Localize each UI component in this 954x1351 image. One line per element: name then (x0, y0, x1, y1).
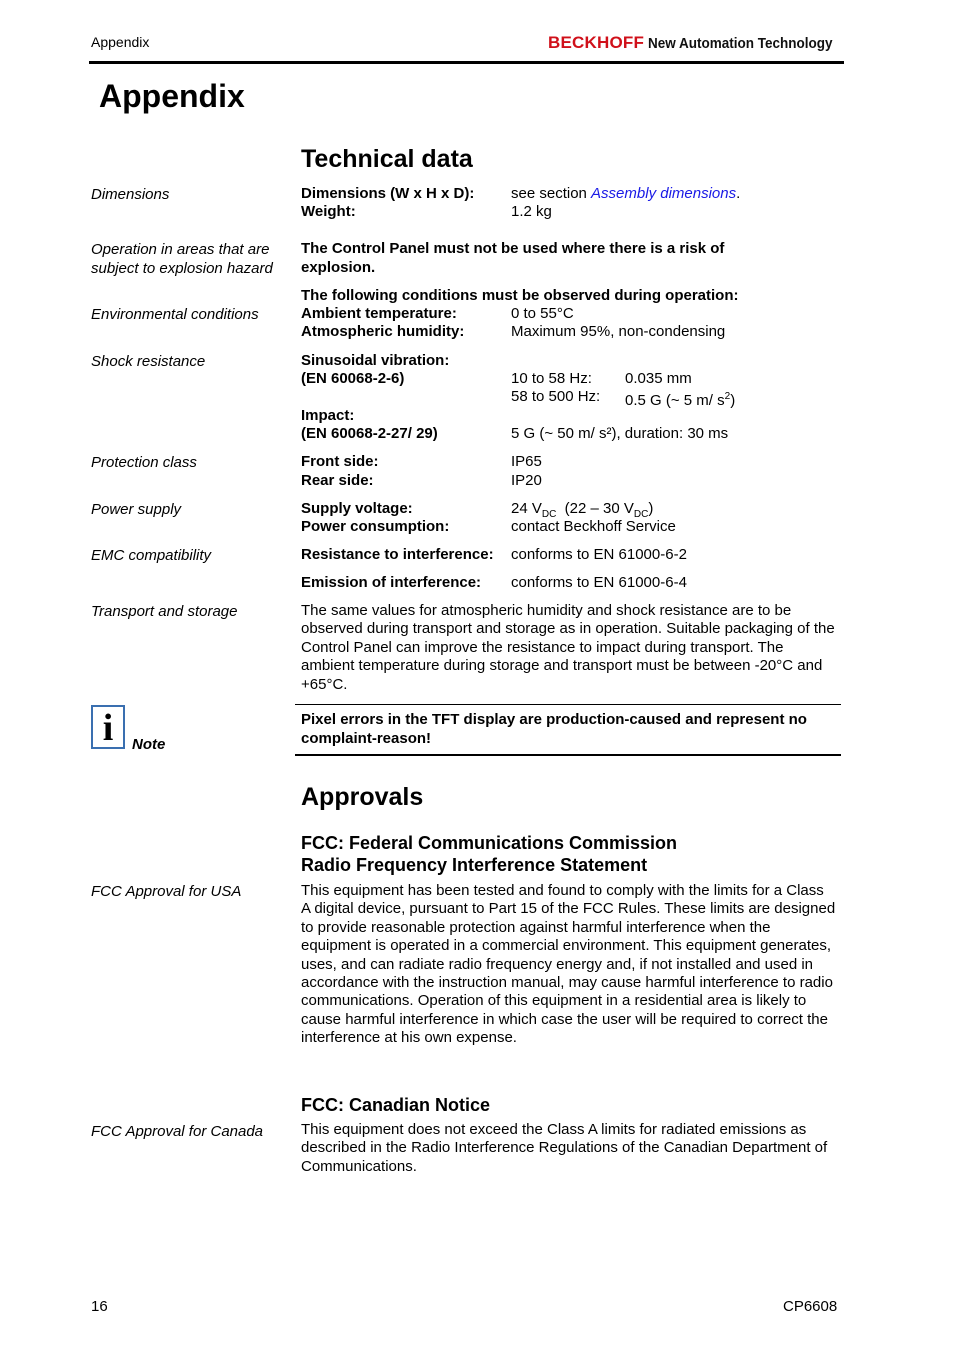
dimensions-label: Dimensions (91, 186, 170, 203)
fcc-usa-heading-1: FCC: Federal Communications Commission (301, 833, 678, 853)
approvals-heading: Approvals (301, 783, 424, 811)
vibration-value-1: 0.035 mm (625, 370, 692, 387)
vibration-value-2-sup: 2 (724, 391, 731, 402)
page-title: Appendix (99, 78, 245, 114)
temperature-key: Ambient temperature: (301, 305, 457, 322)
environment-intro: The following conditions must be observed during operation: (301, 287, 739, 304)
resistance-value: conforms to EN 61000-6-2 (511, 546, 687, 563)
impact-value: 5 G (~ 50 m/ s²), duration: 30 ms (511, 425, 729, 442)
fcc-canada-text: This equipment does not exceed the Class A limits for radiated emissions as described in the Radio Interference Regulations of the Canadian Department of Communications. (301, 1121, 828, 1175)
transport-label: Transport and storage (91, 603, 238, 620)
info-icon (91, 705, 125, 749)
voltage-sub-1: DC (541, 509, 557, 520)
voltage-part-3: ) (648, 500, 654, 517)
brand-logo (548, 33, 853, 53)
note-label: Note (132, 736, 166, 753)
brand-tagline: New Automation Technology (648, 35, 833, 52)
explosion-text: The Control Panel must not be used where there is a risk of explosion. (301, 240, 725, 276)
power-label: Power supply (91, 501, 182, 518)
transport-text: The same values for atmospheric humidity and shock resistance are to be observed during transport and storage as in operation. Suitable packaging of the Control Panel can improve the resistance to impact during transport. The ambient temperature during storage and transport must be between -20°C and +65°C. (301, 602, 835, 693)
power-consumption-key: Power consumption: (301, 518, 450, 535)
impact-key: Impact: (301, 407, 355, 424)
emission-value: conforms to EN 61000-6-4 (511, 574, 687, 591)
vibration-range-1: 10 to 58 Hz: (511, 370, 592, 387)
info-icon-glyph: i (102, 707, 114, 749)
fcc-canada-heading: FCC: Canadian Notice (301, 1095, 491, 1115)
fcc-usa-heading-2: Radio Frequency Interference Statement (301, 855, 648, 875)
voltage-part-2: (22 – 30 V (556, 500, 634, 517)
note-text: Pixel errors in the TFT display are production-caused and represent no complaint-reason! (301, 711, 807, 747)
page-number: 16 (91, 1298, 108, 1315)
weight-value: 1.2 kg (511, 203, 552, 220)
humidity-value: Maximum 95%, non-condensing (511, 323, 726, 340)
fcc-usa-text: This equipment has been tested and found to comply with the limits for a Class A digital device, pursuant to Part 15 of the FCC Rules. These limits are designed to provide reasonable protection against harmful interference when the equipment is operated in a commercial environment. This equipment generates, uses, and can radiate radio frequency energy and, if not installed and used in accordance with the instruction manual, may cause harmful interference to radio communications. Operation of this equipment in a residential area is likely to cause harmful interference in which case the user will be required to correct the interference at his own expense. (301, 882, 836, 1047)
vibration-value-2 (625, 388, 735, 411)
vibration-standard: (EN 60068-2-6) (301, 370, 405, 387)
brand-name: BECKHOFF (548, 33, 645, 52)
emc-label: EMC compatibility (91, 547, 212, 564)
vibration-key: Sinusoidal vibration: (301, 352, 450, 369)
dimensions-value-prefix: see section (511, 185, 592, 202)
vibration-value-2-text: 0.5 G (~ 5 m/ s (625, 392, 725, 409)
fcc-canada-label: FCC Approval for Canada (91, 1123, 264, 1140)
front-side-value: IP65 (511, 453, 542, 470)
front-side-key: Front side: (301, 453, 379, 470)
temperature-value: 0 to 55°C (511, 305, 574, 322)
impact-standard: (EN 60068-2-27/ 29) (301, 425, 438, 442)
dimensions-key: Dimensions (W x H x D): (301, 185, 475, 202)
environment-label: Environmental conditions (91, 306, 259, 323)
vibration-range-2: 58 to 500 Hz: (511, 388, 601, 405)
product-name: CP6608 (783, 1298, 838, 1315)
protection-label: Protection class (91, 454, 197, 471)
header-section: Appendix (91, 34, 150, 50)
supply-voltage-key: Supply voltage: (301, 500, 413, 517)
technical-data-heading: Technical data (301, 145, 473, 173)
rear-side-key: Rear side: (301, 472, 374, 489)
dimensions-value (511, 185, 740, 204)
voltage-part-1: 24 V (511, 500, 542, 517)
power-consumption-value: contact Beckhoff Service (511, 518, 676, 535)
humidity-key: Atmospheric humidity: (301, 323, 465, 340)
rear-side-value: IP20 (511, 472, 542, 489)
dimensions-value-suffix: . (736, 185, 741, 202)
weight-key: Weight: (301, 203, 356, 220)
explosion-label: Operation in areas that are subject to explosion hazard (91, 241, 273, 277)
resistance-key: Resistance to interference: (301, 546, 494, 563)
assembly-dimensions-link[interactable]: Assembly dimensions (591, 185, 737, 202)
header-rule (89, 61, 844, 64)
emission-key: Emission of interference: (301, 574, 482, 591)
voltage-sub-2: DC (633, 509, 649, 520)
shock-label: Shock resistance (91, 353, 206, 370)
fcc-usa-label: FCC Approval for USA (91, 883, 242, 900)
vibration-value-2-close: ) (730, 392, 736, 409)
